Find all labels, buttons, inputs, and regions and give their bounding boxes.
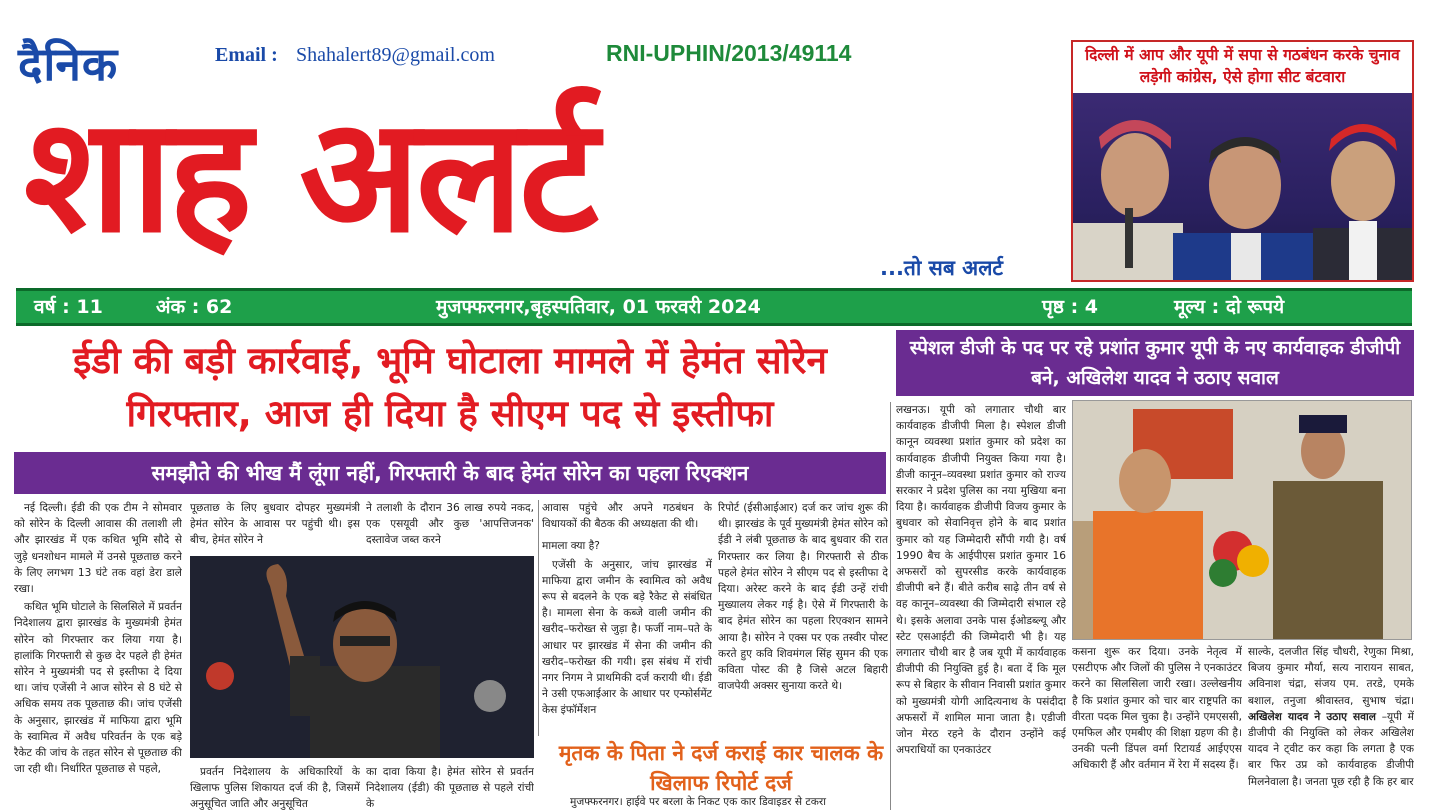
place-date: मुजफ्फरनगर,बृहस्पतिवार, 01 फरवरी 2024 xyxy=(436,296,761,318)
side-story-column-a xyxy=(896,402,1066,810)
email-value: Shahalert89@gmail.com xyxy=(296,44,495,66)
top-news-headline: दिल्ली में आप और यूपी में सपा से गठबंधन करके चुनाव लड़ेगी कांग्रेस, ऐसे होगा सीट बंटवारा xyxy=(1073,42,1412,93)
politicians-photo xyxy=(1073,93,1412,282)
side-story-paragraph xyxy=(1248,644,1414,790)
main-story-column-2-bottom xyxy=(190,764,360,810)
issue-number: अंक : 62 xyxy=(156,296,233,318)
masthead-dainik: दैनिक xyxy=(18,37,119,91)
main-story-column-2-top xyxy=(190,500,360,552)
main-story-paragraph: ने तलाशी के दौरान 36 लाख रुपये नकद, एक एसयूवी और कुछ 'आपत्तिजनक' दस्तावेज जब्त करने xyxy=(366,502,534,547)
newspaper-name: शाह अलर्ट xyxy=(24,84,595,268)
sub-story-paragraph: मुजफ्फरनगर। हाईवे पर बरला के निकट एक कार डिवाइडर से टकरा xyxy=(570,796,826,808)
main-story-paragraph: रिपोर्ट (ईसीआईआर) दर्ज कर जांच शुरू की थी। झारखंड के पूर्व मुख्यमंत्री हेमंत सोरेन को ईडी ने लंबी पूछताछ के बाद बुधवार की रात गिरफ्तार कर लिया है। गिरफ्तारी से ठीक पहले हेमंत सोरेन ने सीएम पद से इस्तीफा दे दिया। अरेस्ट करने के बाद ईडी उन्हें रांची मुख्यालय लेकर गई है। ऐसे में गिरफ्तारी के बाद हेमंत सोरेन का पहला रिएक्शन सामने आया है। सोरेन ने एक्स पर एक तस्वीर पोस्ट करते हुए कवि शिवमंगल सिंह सुमन की एक कविता पोस्ट की है जिसे अटल बिहारी वाजपेयी अक्सर सुनाया करते थे। xyxy=(718,502,888,693)
side-story-paragraph: लखनऊ। यूपी को लगातार चौथी बार कार्यवाहक डीजीपी मिला है। स्पेशल डीजी कानून व्यवस्था प्रशांत कुमार को प्रदेश का कार्यवाहक डीजीपी नियुक्त किया गया है। डीजी कानून–व्यवस्था प्रशांत कुमार को राज्य सरकार ने प्रदेश पुलिस का नया मुखिया बना दिया है। कार्यवाहक डीजीपी विजय कुमार के बुधवार को सेवानिवृत्त होने के बाद प्रशांत कुमार को यह जिम्मेदारी सौंपी गयी है। वर्ष 1990 बैच के आईपीएस प्रशांत कुमार 16 अफसरों को सुपरसीड करके कार्यवाहक डीजीपी बने हैं। बीते करीब साढ़े तीन वर्ष से वह कानून–व्यवस्था की जिम्मेदारी संभाल रहे थे। इसके अलावा उनके पास ईओडब्ल्यू और स्टेट एसआईटी की जिम्मेदारी भी है। यह लगातार चौथी बार है जब यूपी में कार्यवाहक डीजीपी की नियुक्ति हुई है। बता दें कि मूल रूप से बिहार के सीवान निवासी प्रशांत कुमार को मुख्यमंत्री योगी आदित्यनाथ के पसंदीदा अफसरों में शामिल माना जाता है। एडीजी जोन मेरठ रहने के दौरान उन्होंने कई अपराधियों का एनकाउंटर xyxy=(896,404,1066,757)
side-story-text: साल्के, दलजीत सिंह चौधरी, रेणुका मिश्रा, बिजय कुमार मौर्या, सत्य नारायन साबत, अविनाश चंद्रा, संजय एम. तरडे, एमके बशाल, तनुजा श्रीवास्तव, सुभाष चंद्रा। xyxy=(1248,646,1414,707)
soren-photo xyxy=(190,556,534,758)
main-story-paragraph: पूछताछ के लिए बुधवार दोपहर मुख्यमंत्री हेमंत सोरेन के आवास पर पहुंची थी। इस बीच, हेमंत सोरेन ने xyxy=(190,502,360,547)
main-story-paragraph: आवास पहुंचे और अपने गठबंधन के विधायकों की बैठक की अध्यक्षता की थी। xyxy=(542,502,712,531)
side-story-column-b xyxy=(1072,644,1242,810)
main-sub-banner: समझौते की भीख मैं लूंगा नहीं, गिरफ्तारी के बाद हेमंत सोरेन का पहला रिएक्शन xyxy=(14,452,886,494)
main-story-paragraph: प्रवर्तन निदेशालय के अधिकारियों के खिलाफ पुलिस शिकायत दर्ज की है, जिसमें अनुसूचित जाति और अनुसूचित xyxy=(190,766,360,810)
newspaper-tagline: ...तो सब अलर्ट xyxy=(880,256,1004,280)
side-story-column-c xyxy=(1248,644,1414,810)
main-story-paragraph: कथित भूमि घोटाले के सिलसिले में प्रवर्तन निदेशालय द्वारा झारखंड के मुख्यमंत्री हेमंत सोरेन को गिरफ्तार कर लिया गया है। हालांकि गिरफ्तारी से कुछ देर पहले ही हेमंत सोरेन ने मुख्यमंत्री पद से इस्तीफा दे दिया था। जांच एजेंसी ने आज सोरेन से 8 घंटे से अधिक समय तक पूछताछ की। जांच एजेंसी के अनुसार, झारखंड में माफिया द्वारा भूमि के स्वामित्व में अवैध परिवर्तन के एक बड़े रैकेट की जांच के तहत सोरेन से पूछताछ की जा रही थी। निर्धारित पूछताछ से पहले, xyxy=(14,601,182,776)
main-story-paragraph: नई दिल्ली। ईडी की एक टीम ने सोमवार को सोरेन के दिल्ली आवास की तलाशी ली और झारखंड में एक कथित भूमि सौदे से जुड़े धनशोधन मामले में उनसे पूछताछ करने के लिए लगभग 13 घंटे तक वहां डेरा डाले रखा। xyxy=(14,502,182,596)
column-divider xyxy=(538,500,539,736)
side-story-text: –यूपी में डीजीपी की नियुक्ति को लेकर अखिलेश यादव ने ट्वीट कर कहा कि लगता है एक बार फिर उप्र को कार्यवाहक डीजीपी मिलनेवाला है। जनता पूछ रही है कि हर बार xyxy=(1248,710,1414,788)
soren-illustration xyxy=(190,556,534,758)
volume-year: वर्ष : 11 xyxy=(34,296,103,318)
rni-number: RNI-UPHIN/2013/49114 xyxy=(606,40,852,66)
main-story-paragraph: का दावा किया है। हेमंत सोरेन से प्रवर्तन निदेशालय (ईडी) की पूछताछ से पहले रांची के xyxy=(366,766,534,810)
main-story-column-4 xyxy=(542,500,712,736)
main-story-column-5 xyxy=(718,500,888,736)
politicians-illustration xyxy=(1073,93,1414,282)
main-story-paragraph: एजेंसी के अनुसार, जांच झारखंड में माफिया द्वारा जमीन के स्वामित्व को अवैध रूप से बदलने के एक बड़े रैकेट से संबंधित है। मामला सेना के कब्जे वाली जमीन की खरीद–फरोख्त से जुड़ा है। फर्जी नाम–पते के आधार पर झारखंड में सेना की जमीन की खरीद–फरोख्त की गयी। इस संबंध में रांची नगर निगम ने प्राथमिकी दर्ज करायी थी। ईडी ने उसी एफआईआर के आधार पर एन्फोर्समेंट केस इंफॉर्मेशन xyxy=(542,558,712,717)
side-story-paragraph: कसना शुरू कर दिया। उनके नेतृत्व में एसटीएफ और जिलों की पुलिस ने एनकाउंटर करने का सिलसिला जारी रखा। उल्लेखनीय है कि प्रशांत कुमार को चार बार राष्ट्रपति का वीरता पदक मिल चुका है। उन्होंने एमएससी, एमफिल और एमबीए की शिक्षा ग्रहण की है। उनकी पत्नी डिंपल वर्मा रिटायर्ड आईएएस अधिकारी हैं और वर्तमान में रेरा में सदस्य हैं। xyxy=(1072,646,1242,772)
dgp-meeting-photo xyxy=(1072,400,1412,640)
top-news-box xyxy=(1071,40,1414,282)
main-story-column-1 xyxy=(14,500,182,810)
email-label: Email : xyxy=(215,44,278,66)
sub-story-lead xyxy=(560,794,890,810)
price: मूल्य : दो रूपये xyxy=(1174,296,1285,318)
side-story-banner: स्पेशल डीजी के पद पर रहे प्रशांत कुमार यूपी के नए कार्यवाहक डीजीपी बने, अखिलेश यादव ने उठाए सवाल xyxy=(896,330,1414,396)
dgp-meeting-illustration xyxy=(1073,401,1412,640)
page-count: पृष्ठ : 4 xyxy=(1042,296,1099,318)
main-headline: ईडी की बड़ी कार्रवाई, भूमि घोटाला मामले में हेमंत सोरेन गिरफ्तार, आज ही दिया है सीएम पद से इस्तीफा xyxy=(73,339,827,435)
main-story-subheading: मामला क्या है? xyxy=(542,540,600,553)
main-story-column-3-bottom xyxy=(366,764,534,810)
issue-info-bar xyxy=(16,288,1412,326)
side-story-bold-subhead: अखिलेश यादव ने उठाए सवाल xyxy=(1248,710,1376,723)
main-story-column-3-top xyxy=(366,500,534,552)
column-divider xyxy=(890,402,891,810)
sub-story-headline: मृतक के पिता ने दर्ज कराई कार चालक के खिलाफ रिपोर्ट दर्ज xyxy=(558,741,884,795)
